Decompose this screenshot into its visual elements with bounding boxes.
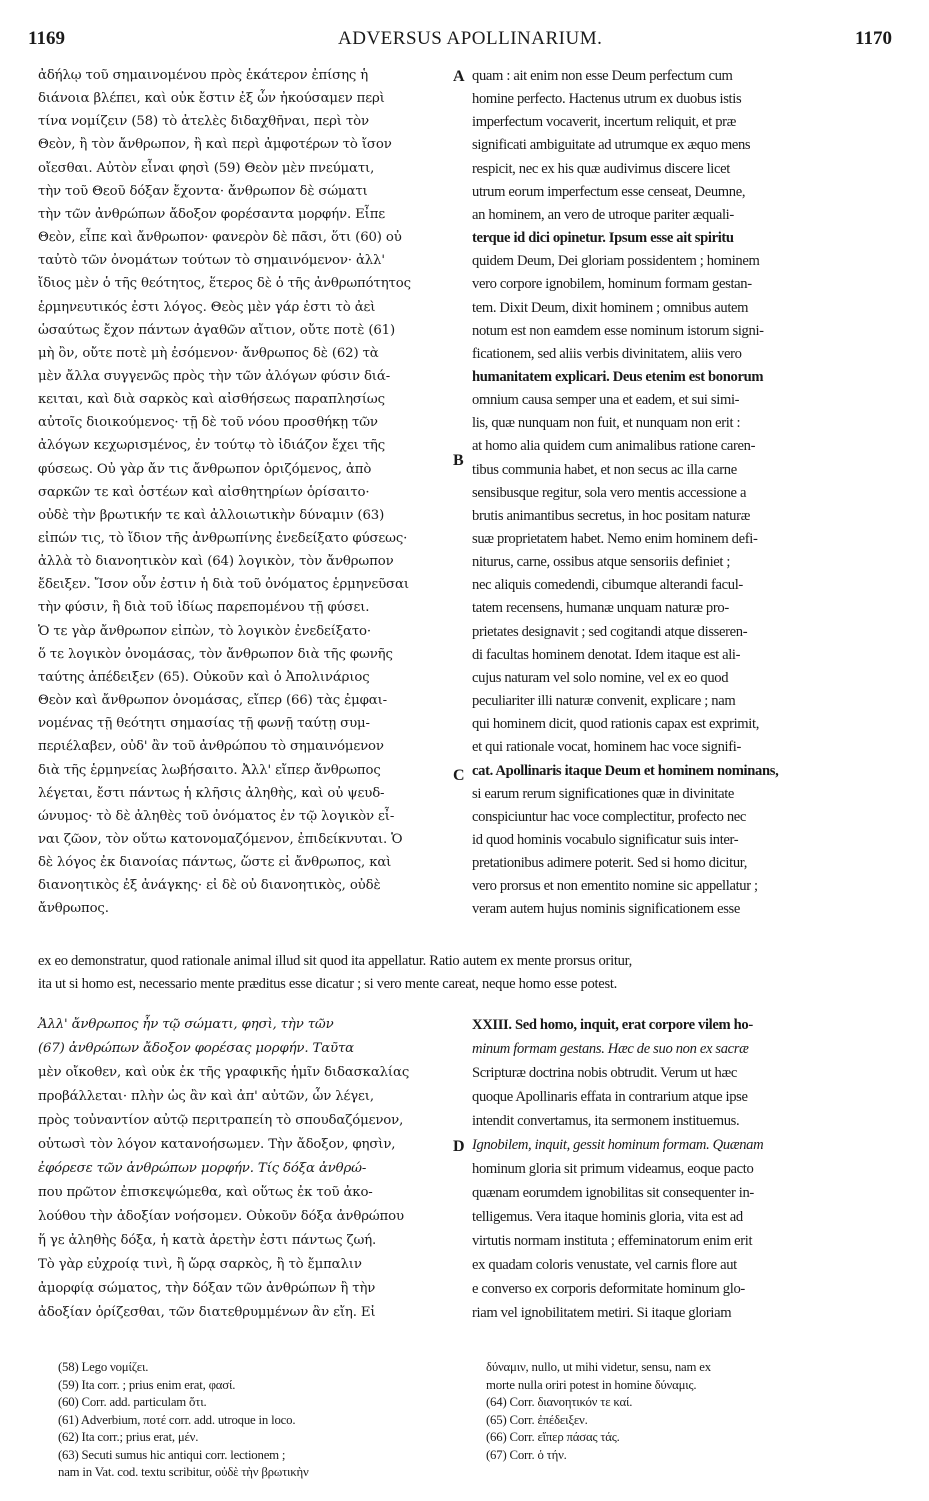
text-line: νομένας τῇ θεότητι σημασίας τῇ φωνῇ ταύτῃ συμ-: [38, 716, 370, 732]
text-line: nam in Vat. cod. textu scribitur, οὐδὲ τὴν βρωτικὴν: [58, 1465, 309, 1479]
text-line: οἴεσθαι. Αὐτὸν εἶναι φησὶ (59) Θεὸν μὲν πνεύματι,: [38, 160, 375, 176]
text-line: (59) Ita corr. ; prius enim erat, φασί.: [58, 1377, 236, 1392]
text-line: terque id dici opinetur. Ipsum esse ait spiritu: [472, 230, 734, 247]
text-line: Ἀλλ' ἄνθρωπος ἦν τῷ σώματι, φησὶ, τὴν τῶν: [38, 1017, 334, 1032]
page-number-right: 1170: [855, 28, 892, 49]
text-line: telligemus. Vera itaque hominis gloria, vita est ad: [472, 1209, 743, 1225]
text-line: si earum rerum significationes quæ in divinitate: [472, 785, 735, 802]
text-line: brutis animantibus secretus, in hoc positam naturæ: [472, 507, 750, 524]
text-line: ώνυμος· τὸ δὲ ἀληθὲς τοῦ ὀνόματος ἐν τῷ λογικὸν εἶ-: [38, 808, 395, 824]
text-line: οὑτωσὶ τὸν λόγον κατανοήσωμεν. Τὴν ἄδοξον, φησὶν,: [38, 1137, 396, 1152]
text-line: ταύτης ἀπέδειξεν (65). Οὐκοῦν καὶ ὁ Ἀπολινάριος: [38, 669, 370, 685]
text-line: tatem recensens, humanæ unquam naturæ pro-: [472, 600, 729, 617]
margin-letter-a: A: [453, 68, 465, 85]
text-line: ἀδοξίαν ὁρίζεσθαι, τῶν διατεθρυμμένων ἂν εἴη. Εἰ: [38, 1305, 376, 1320]
text-line: utrum eorum imperfectum esse censeat, Deumne,: [472, 183, 746, 200]
text-line: ὅ τε λογικὸν ὀνομάσας, τὸν ἄνθρωπον διὰ τῆς φωνῆς: [38, 646, 393, 662]
text-line: αὐτοῖς διοικούμενος· τῇ δὲ τοῦ νόου προσθήκῃ τῶν: [38, 415, 378, 431]
text-line: πρὸς τοὐναντίον αὐτῷ περιτραπείη τὸ σπουδαζόμενον,: [38, 1113, 404, 1128]
text-line: εἰπών τις, τὸ ἴδιον τῆς ἀνθρωπίνης ἐνεδείξατο φύσεως·: [38, 531, 408, 546]
text-line: lis, quæ nunquam non fuit, et nunquam non erit :: [472, 415, 741, 432]
text-line: quidem Deum, Dei gloriam possidentem ; hominem: [472, 253, 760, 270]
text-line: quænam eorumdem ignobilitas sit consequenter in-: [472, 1185, 754, 1201]
text-line: δὲ λόγος ἐκ διανοίας πάντως, ὥστε εἰ ἄνθρωπος, καὶ: [38, 855, 392, 871]
text-line: et qui rationale vocat, hominem hac voce signifi-: [472, 739, 741, 756]
text-line: τὴν τῶν ἀνθρώπων ἄδοξον φορέσαντα μορφήν. Εἶπε: [38, 206, 386, 222]
text-line: (67) ἀνθρώπων ἄδοξον φορέσας μορφήν. Ταῦτα: [38, 1041, 355, 1056]
text-line: minum formam gestans. Hæc de suo non ex sacræ: [472, 1041, 749, 1057]
text-line: riam vel ignobilitatem metiri. Si itaque gloriam: [472, 1305, 732, 1321]
text-line: homine perfecto. Hactenus utrum ex duobus istis: [472, 91, 742, 108]
text-line: prietates designavit ; sed cogitandi atque disseren-: [472, 623, 748, 640]
text-line: (64) Corr. διανοητικόν τε καί.: [486, 1395, 633, 1409]
text-line: ὡσαύτως ἔχον πάντων ἀγαθῶν αἴτιον, οὔτε ποτὲ (61): [38, 322, 396, 338]
text-line: nec aliquis comedendi, cibumque alterandi facul-: [472, 577, 743, 594]
text-line: significati ambiguitate ad utrumque ex æquo mens: [472, 137, 751, 154]
text-line: ἐφόρεσε τῶν ἀνθρώπων μορφήν. Τίς δόξα ἀνθρώ-: [38, 1161, 367, 1176]
text-line: ἀλόγων κεχωρισμένος, ἐν τούτῳ τὸ ἰδιάζον ἔχει τῆς: [38, 438, 386, 454]
text-line: peculiariter illi naturæ convenit, explicare ; nam: [472, 693, 736, 710]
text-line: ἑρμηνευτικός ἐστι λόγος. Θεὸς μὲν γάρ ἐστι τὸ ἀεὶ: [38, 299, 376, 315]
text-line: quoque Apollinaris effata in contrarium atque ipse: [472, 1089, 748, 1105]
text-line: (62) Ita corr.; prius erat, μέν.: [58, 1430, 199, 1444]
text-line: at homo alia quidem cum animalibus ratione caren-: [472, 438, 756, 455]
text-line: Τὸ γὰρ εὐχροίᾳ τινὶ, ἢ ὥρᾳ σαρκὸς, ἢ τὸ ἔμπαλιν: [38, 1257, 362, 1272]
text-line: imperfectum vocaverit, incertum reliquit, et præ: [472, 114, 737, 131]
text-line: οὐδὲ τὴν βρωτικήν τε καὶ ἀλλοιωτικὴν δύναμιν (63): [38, 507, 385, 523]
text-line: morte nulla oriri potest in homine δύναμις.: [486, 1377, 697, 1392]
text-line: suæ proprietatem habet. Nemo enim hominem defi-: [472, 531, 758, 547]
text-line: Scripturæ doctrina nobis obtrudit. Verum ut hæc: [472, 1065, 737, 1081]
text-line: που πρῶτον ἐπισκεψώμεθα, καὶ οὕτως ἐκ τοῦ ἀκο-: [38, 1185, 373, 1200]
text-line: hominum gloria sit primum videamus, eoque pacto: [472, 1161, 754, 1177]
text-line: vero corpore ignobilem, hominum formam gestan-: [472, 276, 752, 293]
text-line: λέγεται, ἔστι πάντως ἡ κλῆσις ἀληθὴς, καὶ οὐ ψευδ-: [38, 785, 385, 801]
margin-letter-b: B: [453, 452, 464, 469]
text-line: διὰ τῆς ἑρμηνείας λωβήσαιτο. Ἀλλ' εἴπερ ἄνθρωπος: [38, 762, 381, 778]
text-line: μὲν ἄλλα συγγενῶς πρὸς τὴν τῶν ἀλόγων φύσιν διά-: [38, 368, 391, 384]
text-line: δύναμιν, nullo, ut mihi videtur, sensu, nam ex: [486, 1360, 711, 1374]
running-title: ADVERSUS APOLLINARIUM.: [338, 28, 603, 49]
text-line: respicit, nec ex his quæ audivimus discere licet: [472, 160, 730, 177]
text-line: virtutis normam instituta ; effeminatorum enim erit: [472, 1233, 753, 1249]
text-line: ἀμορφίᾳ σώματος, τὴν δόξαν τῶν ἀνθρώπων ἢ τὴν: [38, 1281, 376, 1296]
text-line: Θεὸν, ἢ τὸν ἄνθρωπον, ἢ καὶ περὶ ἀμφοτέρων τὸ ἴσον: [38, 137, 392, 153]
page-number-left: 1169: [28, 28, 65, 49]
text-line: niturus, carne, ossibus atque sensoriis definiet ;: [472, 554, 731, 571]
text-line: λούθου τὴν ἀδοξίαν νοήσομεν. Οὐκοῦν δόξα ἀνθρώπου: [38, 1209, 404, 1224]
text-line: cujus naturam vel solo nomine, vel ex eo quod: [472, 669, 729, 686]
text-line: ita ut si homo est, necessario mente præditus esse dicatur ; si vero mente careat, neque homo esse potest.: [38, 976, 617, 992]
text-line: e converso ex corporis deformitate hominum glo-: [472, 1281, 745, 1297]
text-line: qui hominem dicit, quod rationis capax est exprimit,: [472, 716, 759, 733]
text-line: διανοητικὸς ἐξ ἀνάγκης· εἰ δὲ οὐ διανοητικὸς, οὐδὲ: [38, 878, 381, 894]
text-line: di facultas hominem denotat. Idem itaque est ali-: [472, 646, 741, 663]
text-line: conspiciuntur hac voce complectitur, profecto nec: [472, 808, 747, 825]
text-line: humanitatem explicari. Deus etenim est bonorum: [472, 368, 764, 385]
text-line: (63) Secuti sumus hic antiqui corr. lectionem ;: [58, 1447, 286, 1462]
text-line: (58) Lego νομίζει.: [58, 1360, 149, 1374]
text-line: ταὐτὸ τῶν ὀνομάτων τούτων τὸ σημαινόμενον· ἀλλ': [38, 253, 385, 269]
text-line: ex eo demonstratur, quod rationale animal illud sit quod ita appellatur. Ratio autem ex mente prorsus oritur,: [38, 953, 632, 969]
text-line: τὴν τοῦ Θεοῦ δόξαν ἔχοντα· ἄνθρωπον δὲ σώματι: [38, 183, 368, 199]
text-line: ἥ γε ἀληθὴς δόξα, ἡ κατὰ ἀρετὴν ἐστι πάντως ζωή.: [38, 1233, 377, 1248]
text-line: κειται, καὶ διὰ σαρκὸς καὶ αἰσθήσεως παραπλησίως: [38, 392, 385, 408]
margin-letter-c: C: [453, 767, 465, 784]
text-line: σαρκῶν τε καὶ ὀστέων καὶ αἰσθητηρίων ὁρίσαιτο·: [38, 484, 370, 500]
text-line: ex quadam coloris venustate, vel carnis flore aut: [472, 1257, 737, 1273]
text-line: Ignobilem, inquit, gessit hominum formam. Quænam: [472, 1137, 764, 1153]
text-line: ἴδιος μὲν ὁ τῆς θεότητος, ἕτερος δὲ ὁ τῆς ἀνθρωπότητος: [38, 276, 411, 292]
margin-letter-d: D: [453, 1138, 465, 1155]
text-line: quam : ait enim non esse Deum perfectum cum: [472, 68, 733, 84]
text-line: Θεὸν, εἶπε καὶ ἄνθρωπον· φανερὸν δὲ πᾶσι, ὅτι (60) οὐ: [38, 230, 402, 246]
page-header: [28, 28, 892, 52]
text-line: Ὁ τε γὰρ ἄνθρωπον εἰπὼν, τὸ λογικὸν ἐνεδείξατο·: [38, 623, 371, 639]
text-line: (61) Adverbium, ποτέ corr. add. utroque in loco.: [58, 1412, 296, 1427]
text-line: tibus communia habet, et non secus ac illa carne: [472, 461, 737, 478]
text-line: id quod hominis vocabulo significatur suis inter-: [472, 831, 739, 848]
text-line: sensibusque regitur, sola vero mentis accessione a: [472, 484, 747, 501]
text-line: intendit convertamus, ita sermonem instituemus.: [472, 1113, 740, 1129]
text-line: veram autem hujus nominis significationem esse: [472, 901, 741, 918]
text-line: an hominem, an vero de utroque pariter æquali-: [472, 206, 734, 223]
text-line: notum est non eamdem esse nominum istorum signi-: [472, 322, 764, 339]
text-line: ναι ζῶον, τὸν οὕτω κατονομαζόμενον, ἐπιδείκνυται. Ὁ: [38, 831, 403, 847]
text-line: προβάλλεται· πλὴν ὡς ἂν καὶ ἀπ' αὐτῶν, ὧν λέγει,: [38, 1089, 374, 1104]
text-line: (60) Corr. add. particulam ὅτι.: [58, 1395, 207, 1409]
text-line: περιέλαβεν, οὐδ' ἂν τοῦ ἀνθρώπου τὸ σημαινόμενον: [38, 739, 384, 755]
text-line: ἀδήλῳ τοῦ σημαινομένου πρὸς ἑκάτερον ἐπίσης ἡ: [38, 68, 369, 83]
text-line: φύσεως. Οὐ γὰρ ἄν τις ἄνθρωπον ὁριζόμενος, ἀπὸ: [38, 461, 372, 477]
text-line: (65) Corr. ἐπέδειξεν.: [486, 1412, 588, 1427]
text-line: (67) Corr. ὁ τήν.: [486, 1447, 567, 1462]
text-line: tem. Dixit Deum, dixit hominem ; omnibus autem: [472, 299, 749, 316]
text-line: ficationem, sed aliis verbis divinitatem, aliis vero: [472, 345, 742, 362]
text-line: ἀλλὰ τὸ διανοητικὸν καὶ (64) λογικὸν, τὸν ἄνθρωπον: [38, 554, 394, 570]
text-line: τὴν φύσιν, ἢ διὰ τοῦ ἰδίως παρεπομένου τῇ φύσει.: [38, 600, 370, 616]
text-line: ἔδειξεν. Ἴσον οὖν ἐστιν ἡ διὰ τοῦ ὀνόματος ἑρμηνεῦσαι: [38, 577, 409, 593]
text-line: διάνοια βλέπει, καὶ οὐκ ἔστιν ἐξ ὧν ἠκούσαμεν περὶ: [38, 91, 385, 107]
text-line: τίνα νομίζειν (58) τὸ ἀτελὲς διδαχθῆναι, περὶ τὸν: [38, 114, 369, 130]
text-line: μὴ ὂν, οὔτε ποτὲ μὴ ἐσόμενον· ἄνθρωπος δὲ (62) τὰ: [38, 345, 379, 361]
text-line: (66) Corr. εἴπερ πάσας τάς.: [486, 1430, 620, 1444]
text-line: Θεὸν καὶ ἄνθρωπον ὀνομάσας, εἴπερ (66) τὰς ἐμφαι-: [38, 693, 388, 709]
text-line: omnium causa semper una et eadem, et sui simi-: [472, 392, 740, 409]
text-line: cat. Apollinaris itaque Deum et hominem nominans,: [472, 762, 779, 779]
text-line: pretationibus adimere poterit. Sed si homo dicitur,: [472, 855, 748, 872]
text-line: vero prorsus et non ementito nomine sic appellatur ;: [472, 878, 758, 895]
text-line: μὲν οἴκοθεν, καὶ οὐκ ἐκ τῆς γραφικῆς ἡμῖν διδασκαλίας: [38, 1065, 410, 1080]
text-line: XXIII. Sed homo, inquit, erat corpore vilem ho-: [472, 1017, 753, 1033]
text-line: ἄνθρωπος.: [38, 901, 109, 917]
